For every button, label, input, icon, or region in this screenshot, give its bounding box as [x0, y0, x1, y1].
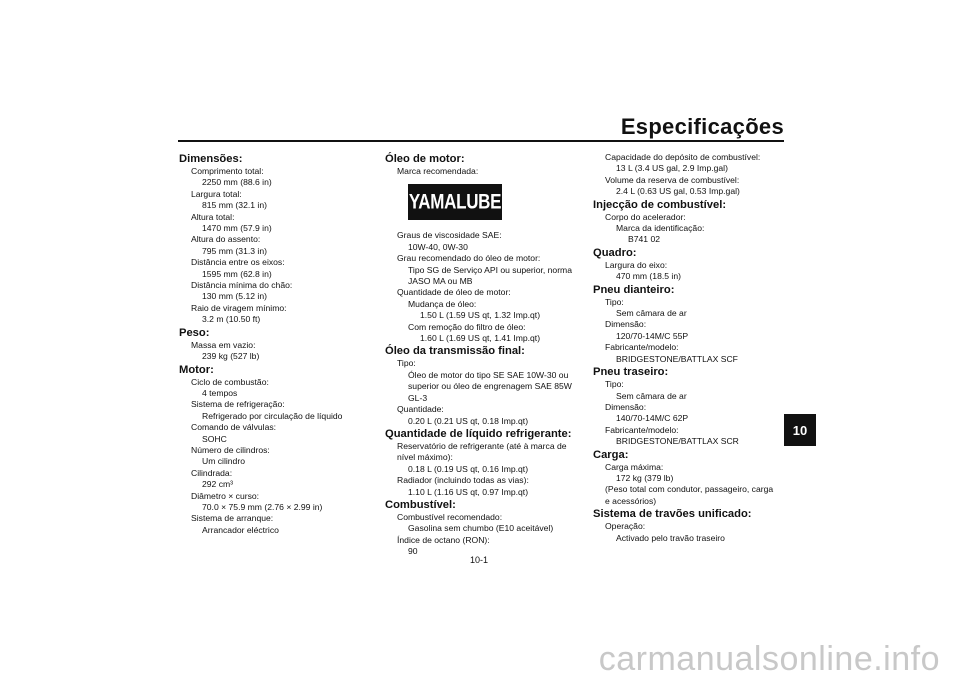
- spec-value: Sem câmara de ar: [616, 308, 687, 319]
- spec-note: (Peso total com condutor, passageiro, carga: [605, 484, 774, 495]
- spec-value: 10W-40, 0W-30: [408, 241, 468, 252]
- watermark: carmanualsonline.info: [598, 640, 940, 678]
- chapter-tab: 10: [784, 414, 816, 446]
- spec-label: Altura do assento:: [191, 234, 261, 245]
- spec-value: 1.10 L (1.16 US qt, 0.97 Imp.qt): [408, 486, 529, 497]
- spec-value: 172 kg (379 lb): [616, 472, 674, 483]
- spec-label: Diâmetro × curso:: [191, 490, 260, 501]
- spec-value: SOHC: [202, 433, 227, 444]
- spec-value: 470 mm (18.5 in): [616, 271, 681, 282]
- section-heading-dimensoes: Dimensões:: [179, 153, 243, 165]
- page-title: Especificações: [620, 114, 784, 139]
- spec-label: Largura do eixo:: [605, 259, 668, 270]
- spec-value: 292 cm³: [202, 479, 234, 490]
- spec-label: Quantidade:: [397, 404, 444, 415]
- spec-label: Tipo:: [397, 358, 416, 369]
- spec-value: 1.50 L (1.59 US qt, 1.32 Imp.qt): [420, 310, 541, 321]
- spec-value: Activado pelo travão traseiro: [616, 532, 725, 543]
- spec-label: nível máximo):: [397, 452, 453, 463]
- section-heading-injeccao: Injecção de combustível:: [593, 198, 727, 211]
- spec-value: BRIDGESTONE/BATTLAX SCF: [616, 353, 738, 364]
- spec-value: superior ou óleo de engrenagem SAE 85W: [408, 381, 572, 392]
- spec-label: Altura total:: [191, 211, 235, 222]
- spec-label: Fabricante/modelo:: [605, 424, 679, 435]
- spec-value: B741 02: [628, 234, 661, 245]
- spec-value: Tipo SG de Serviço API ou superior, norma: [408, 264, 572, 275]
- spec-label: Carga máxima:: [605, 461, 664, 472]
- spec-label: Sistema de arranque:: [191, 513, 274, 524]
- column-1: [179, 152, 379, 536]
- yamalube-logo: [385, 184, 585, 220]
- spec-label: Reservatório de refrigerante (até à marca de: [397, 440, 567, 451]
- spec-sublabel: Com remoção do filtro de óleo:: [408, 321, 526, 332]
- section-heading-transmissao: Óleo da transmissão final:: [385, 345, 525, 358]
- spec-value: GL-3: [408, 392, 428, 403]
- spec-label: Raio de viragem mínimo:: [191, 302, 287, 313]
- spec-label: Fabricante/modelo:: [605, 342, 679, 353]
- spec-label: Número de cilindros:: [191, 444, 270, 455]
- spec-label: Volume da reserva de combustível:: [605, 174, 740, 185]
- spec-label: Massa em vazio:: [191, 339, 256, 350]
- spec-value: 13 L (3.4 US gal, 2.9 Imp.gal): [616, 163, 728, 174]
- spec-label: Distância mínima do chão:: [191, 280, 293, 291]
- spec-value: 239 kg (527 lb): [202, 351, 260, 362]
- spec-label: Largura total:: [191, 188, 242, 199]
- spec-value: 120/70-14M/C 55P: [616, 330, 689, 341]
- spec-value: 140/70-14M/C 62P: [616, 413, 689, 424]
- section-heading-pneu-traseiro: Pneu traseiro:: [593, 366, 669, 379]
- spec-label: Radiador (incluindo todas as vias):: [397, 475, 529, 486]
- spec-value: 2250 mm (88.6 in): [202, 177, 272, 188]
- title-rule: [178, 140, 784, 142]
- spec-value: 130 mm (5.12 in): [202, 291, 267, 302]
- spec-value: 70.0 × 75.9 mm (2.76 × 2.99 in): [202, 501, 323, 512]
- spec-value: Um cilindro: [202, 456, 245, 467]
- section-heading-peso: Peso:: [179, 326, 210, 339]
- spec-value: JASO MA ou MB: [408, 276, 473, 287]
- section-heading-carga: Carga:: [593, 448, 629, 461]
- spec-value: 90: [408, 546, 418, 557]
- spec-sublabel: Mudança de óleo:: [408, 298, 477, 309]
- section-heading-oleo-motor: Óleo de motor:: [385, 153, 465, 165]
- section-heading-quadro: Quadro:: [593, 246, 637, 259]
- spec-label: Distância entre os eixos:: [191, 257, 285, 268]
- spec-value: 1.60 L (1.69 US qt, 1.41 Imp.qt): [420, 333, 541, 344]
- spec-label: Operação:: [605, 521, 646, 532]
- spec-value: 815 mm (32.1 in): [202, 200, 267, 211]
- spec-value: Refrigerado por circulação de líquido: [202, 410, 343, 421]
- spec-value: 3.2 m (10.50 ft): [202, 314, 261, 325]
- spec-label: Quantidade de óleo de motor:: [397, 287, 511, 298]
- spec-label: Ciclo de combustão:: [191, 376, 269, 387]
- page-number: 10-1: [470, 555, 489, 565]
- spec-label: Comando de válvulas:: [191, 422, 277, 433]
- spec-value: 1470 mm (57.9 in): [202, 223, 272, 234]
- spec-label: Dimensão:: [605, 319, 647, 330]
- spec-value: Óleo de motor do tipo SE SAE 10W-30 ou: [408, 369, 569, 380]
- spec-note: e acessórios): [605, 495, 657, 506]
- spec-value: 1595 mm (62.8 in): [202, 268, 272, 279]
- spec-label: Corpo do acelerador:: [605, 211, 686, 222]
- spec-label: Comprimento total:: [191, 166, 264, 176]
- spec-value: BRIDGESTONE/BATTLAX SCR: [616, 436, 739, 447]
- section-heading-refrigerante: Quantidade de líquido refrigerante:: [385, 427, 572, 440]
- spec-label: Combustível recomendado:: [397, 511, 503, 522]
- spec-value: Sem câmara de ar: [616, 390, 687, 401]
- spec-value: 4 tempos: [202, 387, 238, 398]
- spec-sublabel: Marca da identificação:: [616, 223, 705, 234]
- spec-value: 0.18 L (0.19 US qt, 0.16 Imp.qt): [408, 463, 529, 474]
- spec-label: Grau recomendado do óleo de motor:: [397, 253, 541, 264]
- spec-value: 2.4 L (0.63 US gal, 0.53 Imp.gal): [616, 186, 740, 197]
- spec-value: 0.20 L (0.21 US qt, 0.18 Imp.qt): [408, 415, 529, 426]
- logo-text: YAMALUBE: [408, 189, 502, 214]
- spec-label: Graus de viscosidade SAE:: [397, 230, 502, 241]
- column-2: [385, 152, 585, 558]
- spec-label: Sistema de refrigeração:: [191, 399, 285, 410]
- spec-value: Gasolina sem chumbo (E10 aceitável): [408, 523, 554, 534]
- section-heading-travoes: Sistema de travões unificado:: [593, 508, 752, 521]
- section-heading-pneu-dianteiro: Pneu dianteiro:: [593, 283, 675, 296]
- spec-label: Índice de octano (RON):: [397, 534, 490, 545]
- spec-label: Tipo:: [605, 296, 624, 307]
- spec-label: Dimensão:: [605, 401, 647, 412]
- spec-label: Marca recomendada:: [397, 166, 479, 176]
- section-heading-motor: Motor:: [179, 363, 214, 376]
- spec-label: Capacidade do depósito de combustível:: [605, 152, 761, 162]
- yamalube-logo-mark: [408, 184, 502, 220]
- spec-value: 795 mm (31.3 in): [202, 245, 267, 256]
- section-heading-combustivel: Combustível:: [385, 498, 456, 511]
- spec-value: Arrancador eléctrico: [202, 524, 279, 535]
- column-3: [593, 152, 793, 544]
- spec-label: Cilindrada:: [191, 467, 233, 478]
- spec-label: Tipo:: [605, 379, 624, 390]
